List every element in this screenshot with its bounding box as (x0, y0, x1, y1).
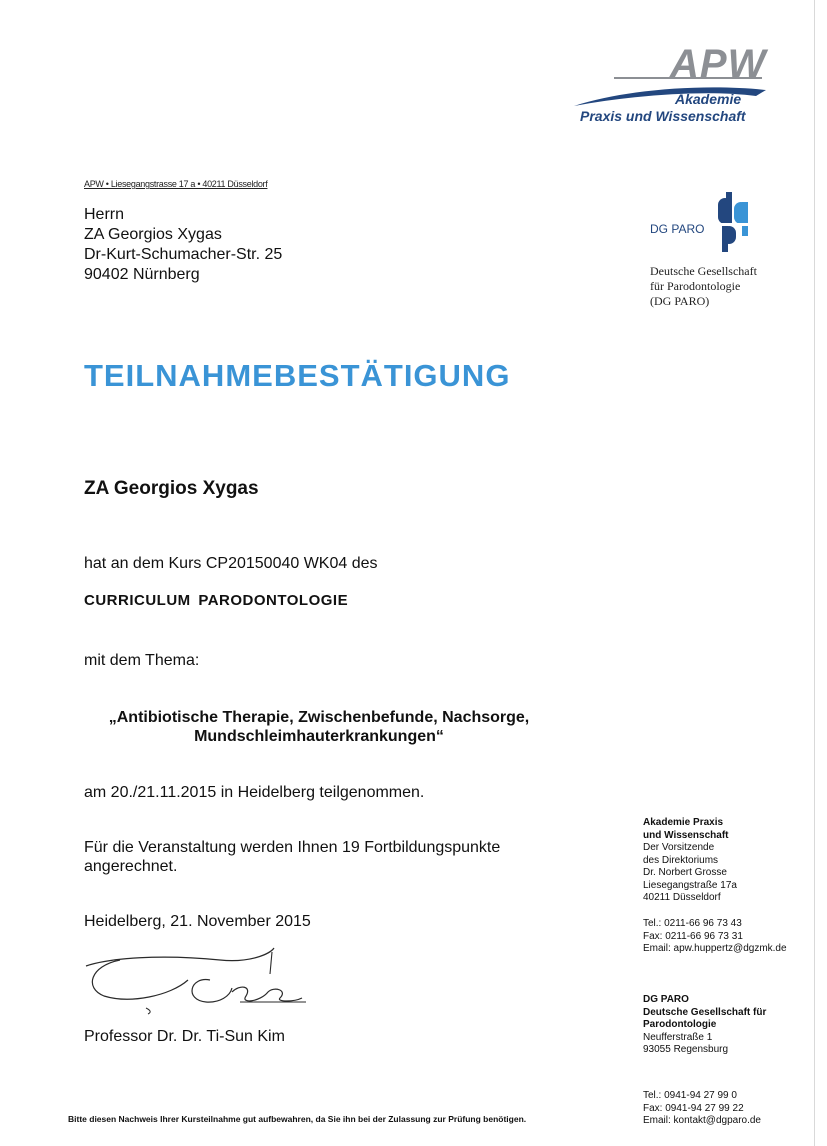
apw-contact-block (643, 817, 737, 905)
dgparo-organization (650, 264, 757, 309)
apw-name: und Wissenschaft (643, 829, 729, 841)
course-line: hat an dem Kurs CP20150040 WK04 des (84, 555, 378, 572)
address-city: 90402 Nürnberg (84, 266, 200, 283)
apw-phone: Tel.: 0211-66 96 73 43 (643, 918, 742, 929)
dgparo-email: Email: kontakt@dgparo.de (643, 1115, 761, 1126)
dgparo-info-line: Neufferstraße 1 (643, 1031, 713, 1043)
dgparo-name: Parodontologie (643, 1019, 717, 1030)
dgparo-org-line: Deutsche Gesellschaft (650, 264, 757, 278)
apw-logo-tagline-1: Akademie (675, 91, 742, 107)
apw-email: Email: apw.huppertz@dgzmk.de (643, 943, 787, 954)
footer-note: Bitte diesen Nachweis Ihrer Kursteilnahme gut aufbewahren, da Sie ihn bei der Zulassung zur Prüfung benötigen. (68, 1114, 527, 1124)
dgparo-contact-details (643, 1090, 761, 1128)
participant-name: ZA Georgios Xygas (84, 478, 259, 499)
course-theme-line: „Antibiotische Therapie, Zwischenbefunde, Nachsorge, (108, 709, 530, 726)
address-street: Dr-Kurt-Schumacher-Str. 25 (84, 246, 283, 263)
dgparo-contact-block (643, 994, 766, 1057)
training-points-line: angerechnet. (84, 858, 178, 875)
dgparo-fax: Fax: 0941-94 27 99 22 (643, 1102, 744, 1114)
apw-info-line: Der Vorsitzende (643, 842, 715, 853)
dgparo-org-line: (DG PARO) (650, 294, 710, 308)
dgparo-phone: Tel.: 0941-94 27 99 0 (643, 1090, 737, 1101)
curriculum-name: CURRICULUM PARODONTOLOGIE (84, 592, 349, 609)
apw-info-line: 40211 Düsseldorf (643, 892, 721, 903)
document-title: TEILNAHMEBESTÄTIGUNG (84, 358, 511, 393)
address-name: ZA Georgios Xygas (84, 226, 222, 243)
apw-logo (570, 40, 780, 132)
dgparo-name: DG PARO (643, 994, 689, 1005)
dgparo-mark-icon (708, 192, 760, 254)
recipient-address (84, 205, 282, 285)
apw-info-line: des Direktoriums (643, 854, 719, 866)
apw-contact-details (643, 918, 787, 956)
signature-place-date: Heidelberg, 21. November 2015 (84, 913, 311, 930)
apw-info-line: Liesegangstraße 17a (643, 879, 737, 891)
apw-logo-tagline-2: Praxis und Wissenschaft (580, 108, 746, 124)
dgparo-logo-brand: DG PARO (650, 222, 705, 236)
training-points (84, 838, 554, 876)
theme-intro: mit dem Thema: (84, 652, 200, 669)
training-points-line: Für die Veranstaltung werden Ihnen 19 Fortbildungspunkte (84, 839, 501, 856)
dgparo-info-line: 93055 Regensburg (643, 1044, 729, 1055)
course-theme-line: Mundschleimhauterkrankungen“ (194, 728, 444, 745)
attendance-date-place: am 20./21.11.2015 in Heidelberg teilgenommen. (84, 784, 425, 801)
dgparo-name: Deutsche Gesellschaft für (643, 1006, 767, 1018)
dgparo-org-line: für Parodontologie (650, 279, 741, 293)
address-salutation: Herrn (84, 206, 125, 223)
apw-logo-brand: APW (670, 42, 767, 86)
apw-fax: Fax: 0211-66 96 73 31 (643, 930, 743, 942)
sender-return-line: APW • Liesegangstrasse 17 a • 40211 Düsseldorf (84, 179, 268, 189)
apw-name: Akademie Praxis (643, 817, 724, 828)
course-theme (94, 708, 544, 746)
dgparo-logo (650, 192, 760, 252)
signatory-name: Professor Dr. Dr. Ti-Sun Kim (84, 1028, 285, 1045)
apw-info-line: Dr. Norbert Grosse (643, 867, 727, 878)
scan-edge-line (814, 0, 815, 1146)
handwritten-signature (80, 940, 320, 1020)
